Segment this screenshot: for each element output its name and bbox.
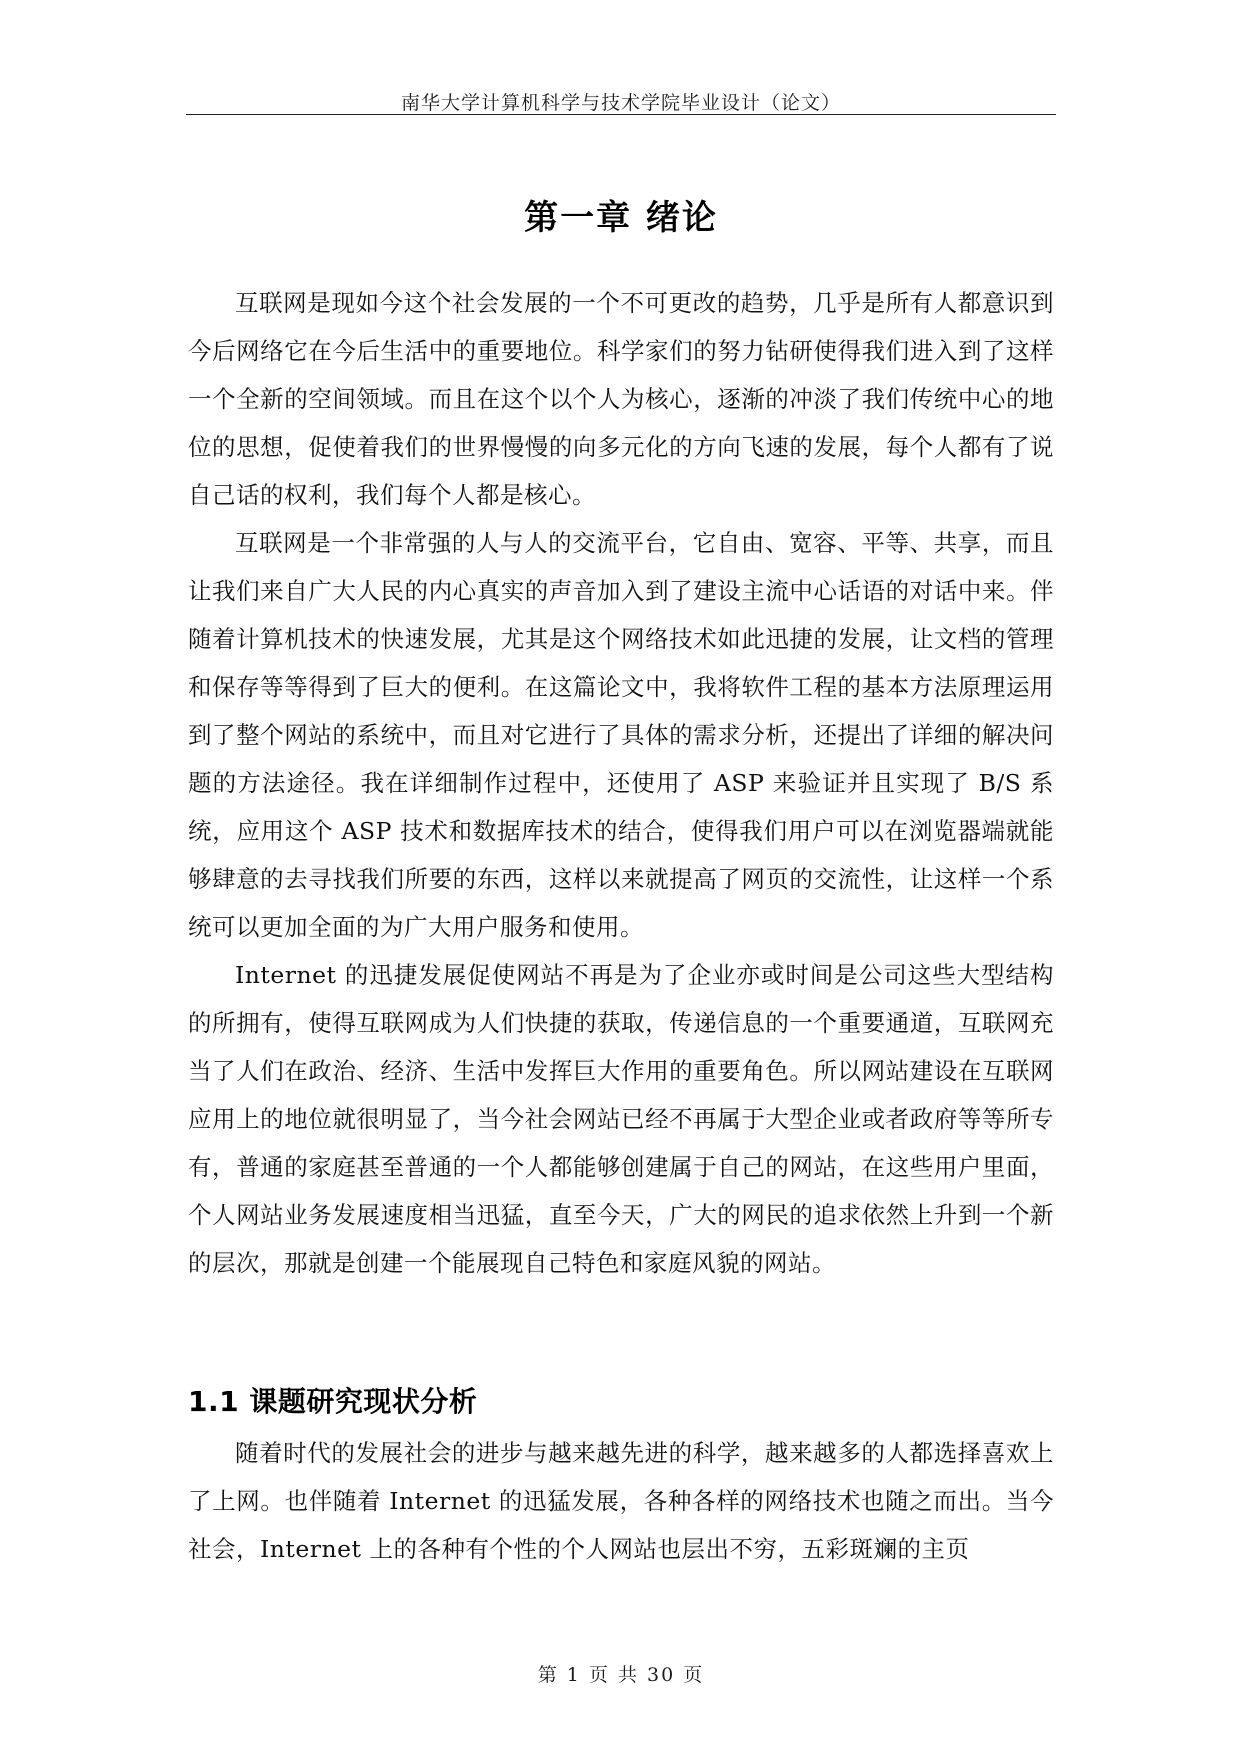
header-rule	[186, 114, 1056, 115]
running-header: 南华大学计算机科学与技术学院毕业设计（论文）	[400, 92, 841, 114]
body-paragraph: Internet 的迅捷发展促使网站不再是为了企业亦或时间是公司这些大型结构的所拥有，使得互联网成为人们快捷的获取，传递信息的一个重要通道，互联网充当了人们在政治、经济、生活中发挥巨大作用的重要角色。所以网站建设在互联网应用上的地位就很明显了，当今社会网站已经不再属于大型企业或者政府等等所专有，普通的家庭甚至普通的一个人都能够创建属于自己的网站，在这些用户里面，个人网站业务发展速度相当迅猛，直至今天，广大的网民的追求依然上升到一个新的层次，那就是创建一个能展现自己特色和家庭风貌的网站。	[188, 961, 1054, 1277]
section-paragraph: 随着时代的发展社会的进步与越来越先进的科学，越来越多的人都选择喜欢上了上网。也伴随着 Internet 的迅猛发展，各种各样的网络技术也随之而出。当今社会，Internet 上的各种有个性的个人网站也层出不穷，五彩斑斓的主页	[188, 1439, 1054, 1563]
section-heading: 1.1 课题研究现状分析	[188, 1385, 478, 1418]
body-paragraph: 互联网是现如今这个社会发展的一个不可更改的趋势，几乎是所有人都意识到今后网络它在今后生活中的重要地位。科学家们的努力钻研使得我们进入到了这样一个全新的空间领域。而且在这个以个人为核心，逐渐的冲淡了我们传统中心的地位的思想，促使着我们的世界慢慢的向多元化的方向飞速的发展，每个人都有了说自己话的权利，我们每个人都是核心。	[188, 289, 1054, 509]
body-paragraph: 互联网是一个非常强的人与人的交流平台，它自由、宽容、平等、共享，而且让我们来自广大人民的内心真实的声音加入到了建设主流中心话语的对话中来。伴随着计算机技术的快速发展，尤其是这个网络技术如此迅捷的发展，让文档的管理和保存等等得到了巨大的便利。在这篇论文中，我将软件工程的基本方法原理运用到了整个网站的系统中，而且对它进行了具体的需求分析，还提出了详细的解决问题的方法途径。我在详细制作过程中，还使用了 ASP 来验证并且实现了 B/S 系统，应用这个 ASP 技术和数据库技术的结合，使得我们用户可以在浏览器端就能够肆意的去寻找我们所要的东西，这样以来就提高了网页的交流性，让这样一个系统可以更加全面的为广大用户服务和使用。	[188, 529, 1054, 941]
chapter-title: 第一章 绪论	[524, 198, 718, 238]
page-number-footer: 第 1 页 共 30 页	[537, 1664, 705, 1686]
